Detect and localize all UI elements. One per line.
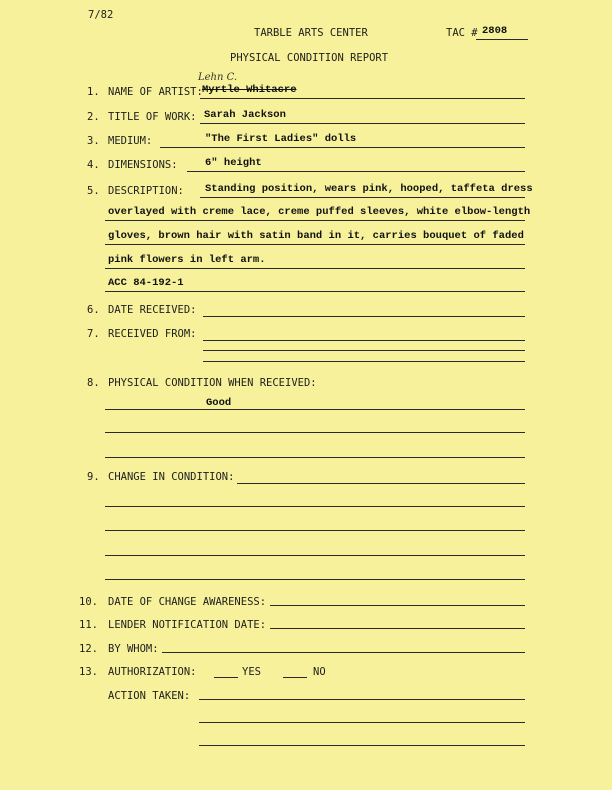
condition-received-label: PHYSICAL CONDITION WHEN RECEIVED:: [108, 377, 317, 389]
description-rule: [105, 291, 525, 292]
field-number: 13.: [79, 666, 98, 678]
description-rule: [105, 244, 525, 245]
title-label: TITLE OF WORK:: [108, 111, 197, 123]
form-date: 7/82: [88, 9, 114, 21]
field-number: 12.: [79, 643, 98, 655]
field-number: 1.: [87, 86, 100, 98]
field-number: 6.: [87, 304, 100, 316]
description-rule: [105, 268, 525, 269]
medium-value[interactable]: "The First Ladies" dolls: [205, 133, 357, 145]
artist-value[interactable]: Myrtle Whitacre: [202, 84, 297, 96]
field-number: 9.: [87, 471, 100, 483]
authorization-label: AUTHORIZATION:: [108, 666, 197, 678]
description-line-3[interactable]: gloves, brown hair with satin band in it, carries bouquet of faded: [108, 230, 524, 242]
yes-checkbox-line[interactable]: [214, 677, 238, 678]
action-taken-line[interactable]: [199, 722, 525, 723]
action-taken-line[interactable]: [199, 745, 525, 746]
accession-number[interactable]: ACC 84-192-1: [108, 277, 184, 289]
field-number: 8.: [87, 377, 100, 389]
condition-received-value[interactable]: Good: [206, 397, 232, 409]
condition-line: [105, 409, 525, 410]
medium-line: [160, 147, 525, 148]
field-number: 10.: [79, 596, 98, 608]
condition-line[interactable]: [105, 432, 525, 433]
lender-notification-label: LENDER NOTIFICATION DATE:: [108, 619, 267, 631]
change-line[interactable]: [105, 530, 525, 531]
artist-label: NAME OF ARTIST:: [108, 86, 203, 98]
change-awareness-line[interactable]: [270, 605, 525, 606]
received-from-line[interactable]: [203, 361, 525, 362]
change-label: CHANGE IN CONDITION:: [108, 471, 235, 483]
received-from-line[interactable]: [203, 350, 525, 351]
description-rule: [105, 220, 525, 221]
dimensions-label: DIMENSIONS:: [108, 159, 178, 171]
description-line-4[interactable]: pink flowers in left arm.: [108, 254, 266, 266]
org-name: TARBLE ARTS CENTER: [254, 27, 368, 39]
description-line-2[interactable]: overlayed with creme lace, creme puffed sleeves, white elbow-length: [108, 206, 531, 218]
field-number: 4.: [87, 159, 100, 171]
field-number: 2.: [87, 111, 100, 123]
action-taken-line[interactable]: [199, 699, 525, 700]
condition-line[interactable]: [105, 457, 525, 458]
date-received-line[interactable]: [203, 316, 525, 317]
field-number: 3.: [87, 135, 100, 147]
field-number: 11.: [79, 619, 98, 631]
by-whom-label: BY WHOM:: [108, 643, 159, 655]
dimensions-value[interactable]: 6" height: [205, 157, 262, 169]
description-rule: [200, 197, 525, 198]
artist-line: [200, 98, 525, 99]
title-line: [200, 123, 525, 124]
by-whom-line[interactable]: [162, 652, 525, 653]
lender-notification-line[interactable]: [270, 628, 525, 629]
yes-option: YES: [242, 666, 261, 678]
date-received-label: DATE RECEIVED:: [108, 304, 197, 316]
field-number: 5.: [87, 185, 100, 197]
received-from-label: RECEIVED FROM:: [108, 328, 197, 340]
dimensions-line: [187, 171, 525, 172]
change-line[interactable]: [105, 555, 525, 556]
action-taken-label: ACTION TAKEN:: [108, 690, 191, 702]
change-line[interactable]: [105, 506, 525, 507]
change-line[interactable]: [237, 483, 525, 484]
description-label: DESCRIPTION:: [108, 185, 184, 197]
tac-label: TAC #: [446, 27, 478, 39]
change-line[interactable]: [105, 579, 525, 580]
artist-annotation: Lehn C.: [198, 72, 238, 83]
medium-label: MEDIUM:: [108, 135, 153, 147]
description-line-1[interactable]: Standing position, wears pink, hooped, taffeta dress: [205, 183, 533, 195]
no-checkbox-line[interactable]: [283, 677, 307, 678]
tac-number[interactable]: 2808: [482, 25, 508, 37]
received-from-line[interactable]: [203, 340, 525, 341]
change-awareness-label: DATE OF CHANGE AWARENESS:: [108, 596, 267, 608]
title-value[interactable]: Sarah Jackson: [204, 109, 286, 121]
tac-number-line: [476, 39, 528, 40]
page-title: PHYSICAL CONDITION REPORT: [230, 52, 389, 64]
no-option: NO: [313, 666, 326, 678]
field-number: 7.: [87, 328, 100, 340]
